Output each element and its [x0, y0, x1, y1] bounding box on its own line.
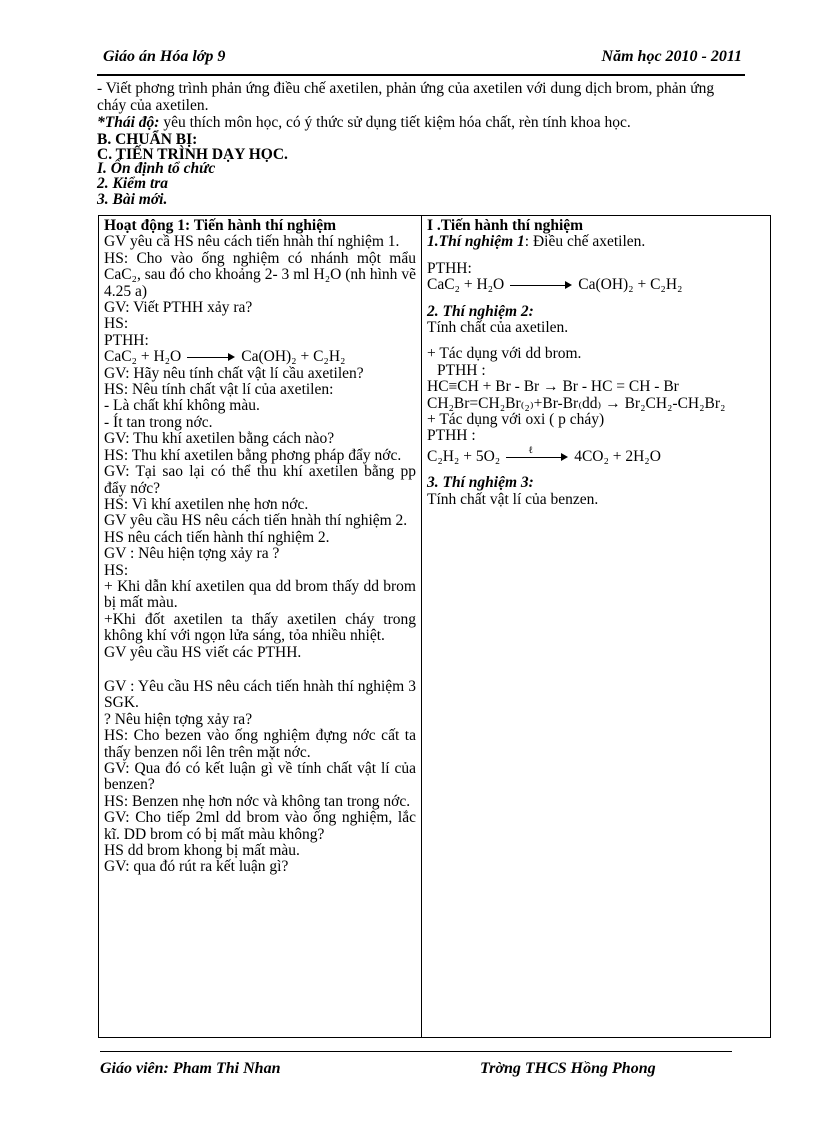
prep-heading: B. CHUẨN BỊ: [97, 131, 198, 148]
header-subject: Giáo án Hóa lớp 9 [103, 48, 226, 65]
page-header [103, 48, 742, 70]
equation-rhs: Ca(OH)₂ + C₂H₂ [241, 348, 346, 366]
experiment-2-text: Tính chất của axetilen. [427, 319, 569, 337]
flame-icon: ℓ [528, 445, 533, 457]
experiment-2-label: 2. Thí nghiệm 2: [427, 302, 534, 320]
left-line: GV: Qua đó có kết luận gì về tính chất vật lí của benzen? [104, 760, 416, 794]
equation-rhs: 4CO₂ + 2H₂O [574, 447, 661, 465]
step-1: I. Ổn định tổ chức [97, 160, 216, 177]
right-equation-3: CH₂Br=CH₂Br₍₂₎+Br-Br₍dd₎ → Br₂CH₂-CH₂Br₂ [427, 394, 726, 412]
left-line: HS: Cho bezen vào ống nghiệm đựng nớc cất ta thấy benzen nổi lên trên mặt nớc. [104, 727, 416, 761]
content-column [422, 216, 771, 1038]
header-year: Năm học 2010 - 2011 [601, 48, 742, 65]
left-line: HS nêu cách tiến hành thí nghiệm 2. [104, 528, 330, 546]
experiment-1-text: : Điều chế axetilen. [524, 233, 646, 251]
equation-lhs: CaC₂ + H₂O [104, 348, 182, 366]
attitude-label: *Thái độ: [97, 114, 160, 131]
left-line: GV: Cho tiếp 2ml dd brom vào ống nghiệm, lắc kĩ. DD brom có bị mất màu không? [104, 809, 416, 843]
pthh-label: PTHH : [427, 427, 476, 445]
footer-school: Trờng THCS Hồng Phong [480, 1060, 656, 1077]
left-line: HS: Benzen nhẹ hơn nớc và không tan trong nớc. [104, 792, 411, 810]
left-line: HS: Vì khí axetilen nhẹ hơn nớc. [104, 495, 309, 513]
left-line: GV : Nêu hiện tợng xảy ra ? [104, 545, 280, 563]
left-line: GV: qua đó rút ra kết luận gì? [104, 858, 289, 876]
step-3: 3. Bài mới. [97, 191, 168, 208]
left-line: GV yêu cầ HS nêu cách tiến hnàh thí nghiệm 1. [104, 233, 400, 251]
left-line: GV: Tại sao lại có thể thu khí axetilen bằng pp đẩy nớc? [104, 463, 416, 497]
left-line: - Ít tan trong nớc. [104, 413, 213, 431]
left-line: ? Nêu hiện tợng xảy ra? [104, 710, 253, 728]
lesson-table [98, 215, 771, 1038]
left-line: GV: Hãy nêu tính chất vật lí cầu axetilen? [104, 364, 364, 382]
brom-reaction: + Tác dụng với dd brom. [427, 345, 582, 363]
left-line: HS: Thu khí axetilen bằng phơng pháp đẩy nớc. [104, 446, 402, 464]
left-line: HS: Cho vào ống nghiệm có nhánh một mẩu CaC₂, sau đó cho khoảng 2- 3 ml H₂O (nh hình vẽ 4.25 a) [104, 249, 416, 300]
content-title: I .Tiến hành thí nghiệm [427, 217, 584, 234]
left-line: HS dd brom khong bị mất màu. [104, 842, 300, 860]
intro-section [97, 80, 747, 208]
step-2: 2. Kiểm tra [97, 175, 169, 192]
left-line: GV yêu cầu HS nêu cách tiến hnàh thí nghiệm 2. [104, 512, 408, 530]
activity-column [99, 216, 422, 1038]
equation-rhs: Ca(OH)₂ + C₂H₂ [578, 276, 683, 294]
right-equation-2: HC≡CH + Br - Br → Br - HC = CH - Br [427, 378, 679, 396]
attitude-text: yêu thích môn học, có ý thức sử dụng tiết kiệm hóa chất, rèn tính khoa học. [159, 114, 631, 131]
experiment-3-label: 3. Thí nghiệm 3: [427, 474, 534, 492]
experiment-1 [427, 234, 765, 250]
left-equation [104, 349, 416, 365]
reaction-arrow-icon [510, 280, 572, 290]
left-line: HS: Nêu tính chất vật lí của axetilen: [104, 381, 334, 399]
reaction-arrow-icon [506, 445, 568, 462]
intro-objective: - Viết phơng trình phản ứng điều chế axetilen, phản ứng của axetilen với dung dịch brom, phản ứng cháy của axetilen. [97, 80, 715, 114]
footer-teacher: Giáo viên: Pham Thi Nhan [100, 1060, 281, 1077]
intro-attitude [97, 114, 747, 131]
oxi-reaction: + Tác dụng với oxi ( p cháy) [427, 411, 605, 429]
experiment-3-text: Tính chất vật lí của benzen. [427, 490, 599, 508]
left-line: HS: [104, 561, 129, 579]
left-line: +Khi đốt axetilen ta thấy axetilen cháy trong không khí với ngọn lửa sáng, tỏa nhiều nhiệt. [104, 610, 416, 645]
left-line: GV: Thu khí axetilen bằng cách nào? [104, 430, 335, 448]
left-line: GV : Yêu cầu HS nêu cách tiến hnàh thí nghiệm 3 SGK. [104, 677, 416, 712]
equation-lhs: CaC₂ + H₂O [427, 276, 505, 294]
experiment-1-label: 1.Thí nghiệm 1 [427, 233, 525, 251]
left-line: GV: Viết PTHH xảy ra? [104, 299, 253, 317]
spacer [104, 661, 416, 679]
left-line: + Khi dẫn khí axetilen qua dd brom thấy dd brom bị mất màu. [104, 577, 416, 612]
left-line: - Là chất khí không màu. [104, 397, 260, 415]
activity-title: Hoạt động 1: Tiến hành thí nghiệm [104, 217, 336, 234]
right-equation-1 [427, 277, 765, 293]
equation-lhs: C₂H₂ + 5O₂ [427, 447, 501, 465]
reaction-arrow-icon [187, 352, 235, 362]
left-line: GV yêu cầu HS viết các PTHH. [104, 643, 302, 661]
left-line: PTHH: [104, 331, 149, 349]
pthh-label: PTHH : [437, 361, 486, 379]
footer-divider [100, 1051, 732, 1052]
spacer [427, 251, 765, 261]
process-heading: C. TIẾN TRÌNH DẠY HỌC. [97, 146, 288, 163]
pthh-label: PTHH: [427, 259, 472, 277]
right-equation-4 [427, 445, 765, 465]
left-line: HS: [104, 315, 129, 333]
header-divider [97, 74, 745, 76]
